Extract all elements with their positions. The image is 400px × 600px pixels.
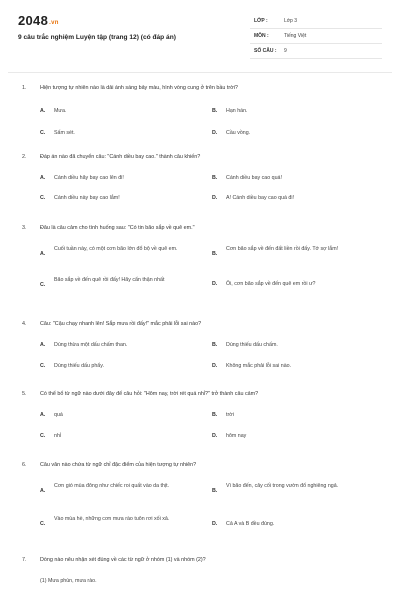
option-letter: A.: [40, 108, 46, 114]
question-body: Câu văn nào chứa từ ngữ chỉ đặc điểm của hiện tượng tự nhiên?: [40, 462, 197, 468]
meta-row-subject: [250, 29, 382, 44]
question-note: (1) Mưa phùn, mưa rào.: [40, 578, 97, 584]
option-letter: B.: [212, 251, 218, 257]
question-text: [22, 556, 382, 564]
question-number: 3.: [22, 225, 27, 231]
option-text: quá: [54, 412, 63, 418]
option-text: Cơn gió mùa đông như chiếc roi quất vào da thịt.: [54, 483, 170, 489]
question-number: 6.: [22, 462, 27, 468]
meta-value: 9: [284, 48, 287, 54]
option-text: Vì bão đến, cây cối trong vườn đổ nghiêng ngả.: [226, 483, 339, 489]
option-text: Dùng thiếu dấu chấm.: [226, 342, 278, 348]
site-logo[interactable]: [18, 13, 59, 28]
option-text: Bão sắp về đến quê rồi đấy! Hãy cẩn thận nhất: [54, 277, 165, 283]
question-text: [22, 153, 382, 161]
document-title: 9 câu trắc nghiệm Luyện tập (trang 12) (có đáp án): [18, 34, 176, 41]
question-body: Có thể bổ từ ngữ nào dưới đây để câu hỏi: "Hôm nay, trời rét quá nhỉ?" trở thành câu cảm?: [40, 391, 259, 397]
meta-value: Lớp 3: [284, 18, 298, 24]
question-body: Đáp án nào đã chuyển câu: "Cánh diều bay cao." thành câu khiến?: [40, 154, 201, 160]
option-letter: C.: [40, 521, 46, 527]
option-text: Ôi, cơn bão sắp về đến quê em rồi ư?: [226, 281, 316, 287]
option-text: Cầu vồng.: [226, 130, 251, 136]
header-divider: [8, 72, 392, 73]
option-text: Cả A và B đều đúng.: [226, 521, 275, 527]
option-text: Vào mùa hè, những cơn mưa rào tuôn rơi xối xả.: [54, 516, 170, 522]
question-number: 4.: [22, 321, 27, 327]
option-text: Cánh diều hãy bay cao lên đi!: [54, 175, 124, 181]
question-text: [22, 390, 382, 398]
option-letter: B.: [212, 342, 218, 348]
question-number: 1.: [22, 85, 27, 91]
question-body: Đâu là câu cảm cho tình huống sau: "Có tin bão sắp về quê em.": [40, 225, 195, 231]
option-letter: D.: [212, 195, 218, 201]
option-text: Không mắc phải lỗi sai nào.: [226, 363, 292, 369]
option-text: Dùng thừa một dấu chấm than.: [54, 342, 128, 348]
option-text: hôm nay: [226, 433, 247, 439]
option-letter: B.: [212, 412, 218, 418]
meta-value: Tiếng Việt: [284, 33, 307, 39]
option-letter: C.: [40, 282, 46, 288]
option-text: A! Cánh diều bay cao quá đi!: [226, 195, 295, 201]
option-letter: B.: [212, 488, 218, 494]
meta-key: SỐ CÂU :: [254, 48, 277, 54]
meta-key: LỚP :: [254, 18, 268, 24]
option-letter: C.: [40, 195, 46, 201]
option-letter: D.: [212, 363, 218, 369]
option-letter: C.: [40, 130, 46, 136]
option-letter: C.: [40, 433, 46, 439]
option-text: Cuối tuần này, có một cơn bão lớn đổ bộ về quê em.: [54, 246, 178, 252]
meta-row-class: [250, 14, 382, 29]
option-letter: D.: [212, 433, 218, 439]
option-letter: C.: [40, 363, 46, 369]
question-text: [22, 461, 382, 469]
option-text: Hạn hán.: [226, 108, 248, 114]
logo-tld: .vn: [49, 20, 59, 26]
question-body: Dòng nào nêu nhận xét đúng về các từ ngữ ở nhóm (1) và nhóm (2)?: [40, 557, 206, 563]
question-number: 5.: [22, 391, 27, 397]
question-number: 7.: [22, 557, 27, 563]
logo-main: 2048: [18, 13, 49, 28]
option-text: Sấm sét.: [54, 130, 75, 136]
option-letter: D.: [212, 130, 218, 136]
option-letter: A.: [40, 251, 46, 257]
question-number: 2.: [22, 154, 27, 160]
header: [0, 0, 400, 72]
option-letter: D.: [212, 281, 218, 287]
option-letter: A.: [40, 488, 46, 494]
option-letter: B.: [212, 175, 218, 181]
option-letter: A.: [40, 342, 46, 348]
option-text: trời: [226, 412, 234, 418]
question-body: Hiện tượng tự nhiên nào là dải ánh sáng bảy màu, hình vòng cung ở trên bầu trời?: [40, 85, 238, 91]
option-text: Mưa.: [54, 108, 67, 114]
meta-row-count: [250, 44, 382, 59]
option-letter: A.: [40, 175, 46, 181]
question-text: [22, 84, 382, 92]
option-text: Cánh diều này bay cao lắm!: [54, 195, 120, 201]
option-letter: A.: [40, 412, 46, 418]
option-text: Cánh diều bay cao quá!: [226, 175, 282, 181]
question-text: [22, 320, 382, 328]
option-letter: B.: [212, 108, 218, 114]
question-text: [22, 224, 382, 232]
option-text: nhỉ: [54, 433, 62, 439]
meta-table: [250, 14, 382, 59]
option-text: Dùng thiếu dấu phẩy.: [54, 363, 104, 369]
option-text: Cơn bão sắp về đến đất liền rồi đấy. Tớ sợ lắm!: [226, 246, 339, 252]
question-body: Câu: "Cậu chạy nhanh lên! Sắp mưa rồi đấy!" mắc phải lỗi sai nào?: [40, 321, 202, 327]
meta-key: MÔN :: [254, 33, 269, 39]
option-letter: D.: [212, 521, 218, 527]
